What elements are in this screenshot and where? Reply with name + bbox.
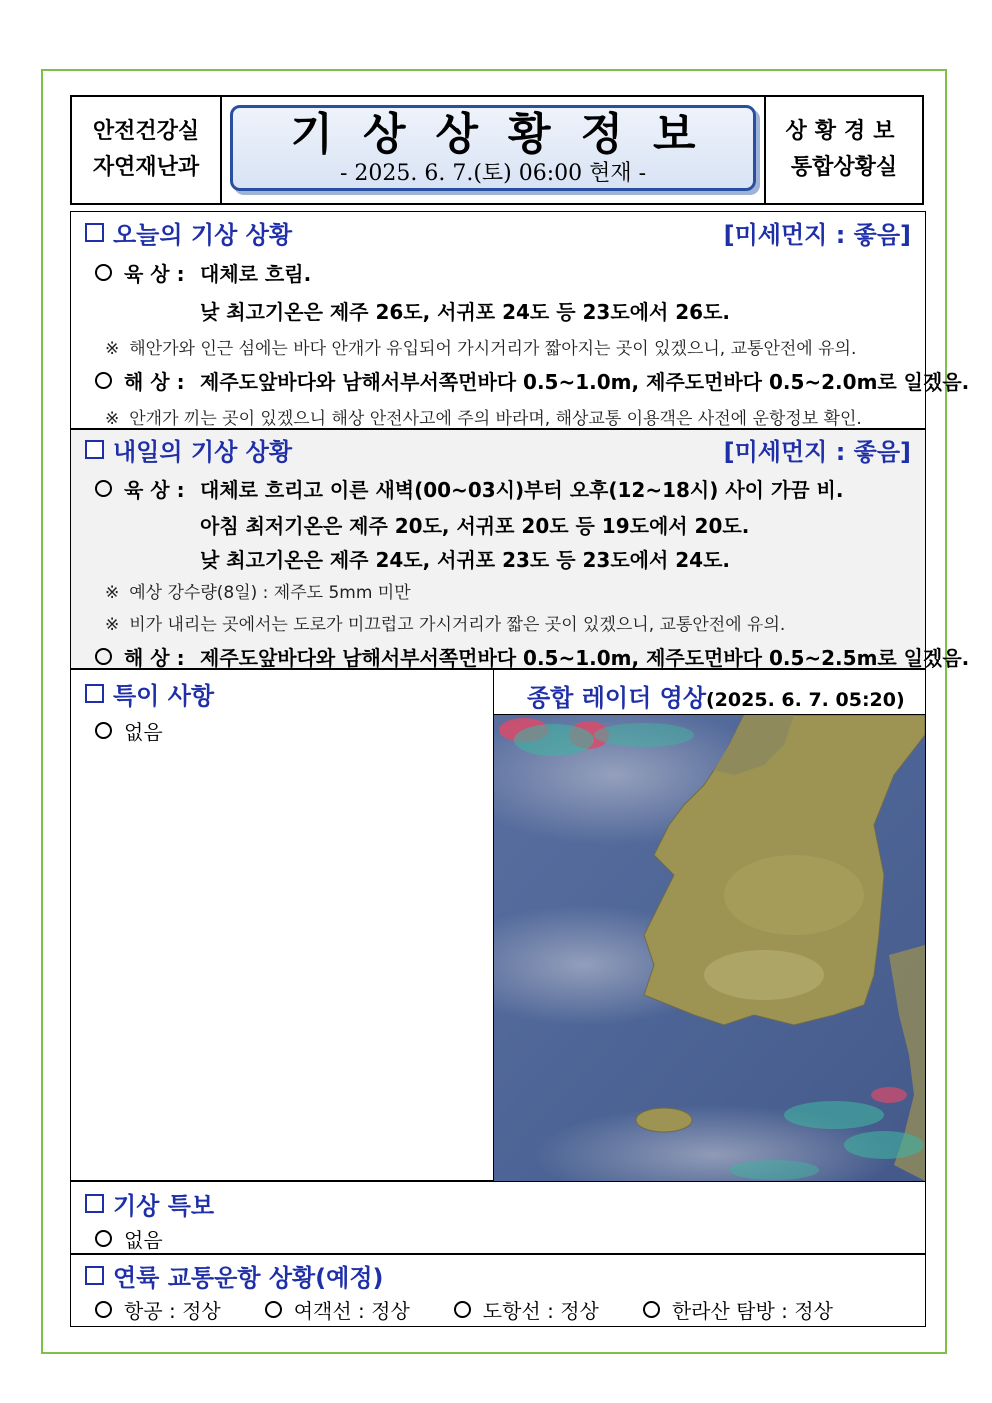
warning-item (95, 1224, 163, 1253)
page-title: 기상상황정보 (290, 109, 726, 160)
traffic-item-ferry (265, 1295, 410, 1324)
today-heading-text: 오늘의 기상 상황 (113, 221, 292, 249)
special-item (95, 716, 163, 745)
checkbox-icon (85, 223, 104, 242)
checkbox-icon (85, 1194, 104, 1213)
today-land-line2: 낮 최고기온은 제주 26도, 서귀포 24도 등 23도에서 26도. (200, 300, 730, 324)
radar-echo-green (594, 723, 694, 747)
traffic-heading-text: 연륙 교통운항 상황(예정) (113, 1264, 384, 1292)
traffic-island-boat-text: 도항선 : 정상 (482, 1299, 599, 1323)
tomorrow-heading-text: 내일의 기상 상황 (113, 438, 292, 466)
tomorrow-land-row (95, 474, 843, 503)
note-mark: ※ (105, 615, 120, 635)
department-line2: 자연재난과 (92, 155, 200, 180)
radar-echo-red (871, 1087, 907, 1103)
checkbox-icon (85, 684, 104, 703)
tomorrow-sea-label: 해 상 : (124, 646, 185, 670)
traffic-item-island-boat (454, 1295, 599, 1324)
radar-image (494, 714, 925, 1181)
radar-timestamp: (2025. 6. 7. 05:20) (706, 689, 905, 711)
checkbox-icon (85, 1266, 104, 1285)
today-land-line1: 대체로 흐림. (200, 262, 312, 286)
today-land-note-text: 해안가와 인근 섬에는 바다 안개가 유입되어 가시거리가 짧아지는 곳이 있겠으니, 교통안전에 유의. (129, 339, 857, 359)
tomorrow-land-line3: 낮 최고기온은 제주 24도, 서귀포 23도 등 23도에서 24도. (200, 548, 730, 572)
jeju-island (636, 1108, 692, 1132)
note-mark: ※ (105, 583, 120, 603)
today-sea-label: 해 상 : (124, 370, 185, 394)
header (70, 95, 924, 205)
circle-bullet-icon (95, 264, 112, 281)
tomorrow-heading (85, 432, 292, 467)
office-line1: 상황경보 (785, 119, 903, 144)
traffic-hallasan-text: 한라산 탐방 : 정상 (671, 1299, 833, 1323)
radar-echo-green (729, 1160, 819, 1180)
special-item-text: 없음 (124, 720, 163, 744)
tomorrow-note1-text: 예상 강수량(8일) : 제주도 5mm 미만 (129, 583, 411, 603)
circle-bullet-icon (95, 1230, 112, 1247)
special-heading (85, 676, 214, 711)
tomorrow-section (70, 429, 970, 670)
traffic-air-text: 항공 : 정상 (124, 1299, 221, 1323)
warning-heading (85, 1186, 214, 1221)
report-timestamp: - 2025. 6. 7.(토) 06:00 현재 - (339, 161, 647, 186)
office-line2: 통합상황실 (790, 155, 898, 180)
cloud-over-land (724, 855, 864, 935)
radar-title-text: 종합 레이더 영상 (527, 684, 706, 712)
traffic-item-air (95, 1295, 221, 1324)
circle-bullet-icon (95, 648, 112, 665)
tomorrow-note1 (105, 578, 411, 603)
special-section (70, 669, 926, 1181)
today-sea-line: 제주도앞바다와 남해서부서쪽먼바다 0.5~1.0m, 제주도먼바다 0.5~2.0m로 일겠음. (200, 370, 970, 394)
tomorrow-dust-status: [미세먼지 : 좋음] (723, 438, 911, 466)
office-box (764, 97, 922, 203)
warning-section (70, 1181, 926, 1254)
today-land-row (95, 258, 311, 287)
traffic-status-row (95, 1295, 877, 1324)
department-box (72, 97, 222, 203)
radar-map (494, 715, 925, 1181)
tomorrow-note2 (105, 610, 785, 635)
tomorrow-sea-row (95, 642, 969, 671)
radar-title (527, 678, 905, 713)
circle-bullet-icon (643, 1301, 660, 1318)
cloud-over-land (704, 950, 824, 1000)
circle-bullet-icon (95, 480, 112, 497)
note-mark: ※ (105, 409, 120, 429)
radar-echo-green (514, 724, 594, 756)
traffic-ferry-text: 여객선 : 정상 (293, 1299, 410, 1323)
traffic-item-hallasan (643, 1295, 833, 1324)
circle-bullet-icon (95, 1301, 112, 1318)
traffic-section (70, 1254, 926, 1327)
title-box (230, 105, 756, 191)
warning-heading-text: 기상 특보 (113, 1192, 215, 1220)
tomorrow-land-line2: 아침 최저기온은 제주 20도, 서귀포 20도 등 19도에서 20도. (200, 514, 750, 538)
traffic-heading (85, 1258, 384, 1293)
today-section (70, 211, 970, 429)
circle-bullet-icon (265, 1301, 282, 1318)
today-sea-note-text: 안개가 끼는 곳이 있겠으니 해상 안전사고에 주의 바라며, 해상교통 이용객은 사전에 운항정보 확인. (129, 409, 862, 429)
today-sea-row (95, 366, 969, 395)
tomorrow-land-label: 육 상 : (124, 478, 185, 502)
tomorrow-note2-text: 비가 내리는 곳에서는 도로가 미끄럽고 가시거리가 짧은 곳이 있겠으니, 교통안전에 유의. (129, 615, 786, 635)
radar-echo-green (784, 1101, 884, 1129)
note-mark: ※ (105, 339, 120, 359)
department-line1: 안전건강실 (92, 119, 200, 144)
circle-bullet-icon (95, 372, 112, 389)
warning-item-text: 없음 (124, 1228, 163, 1252)
circle-bullet-icon (95, 722, 112, 739)
special-heading-text: 특이 사항 (113, 682, 215, 710)
today-sea-note (105, 404, 862, 429)
tomorrow-land-line1: 대체로 흐리고 이른 새벽(00~03시)부터 오후(12~18시) 사이 가끔 비. (200, 478, 844, 502)
circle-bullet-icon (454, 1301, 471, 1318)
today-land-note (105, 334, 856, 359)
today-dust-status: [미세먼지 : 좋음] (723, 221, 911, 249)
checkbox-icon (85, 440, 104, 459)
today-heading (85, 215, 292, 250)
radar-echo-green (844, 1131, 924, 1159)
today-land-label: 육 상 : (124, 262, 185, 286)
tomorrow-sea-line: 제주도앞바다와 남해서부서쪽먼바다 0.5~1.0m, 제주도먼바다 0.5~2.5m로 일겠음. (200, 646, 970, 670)
